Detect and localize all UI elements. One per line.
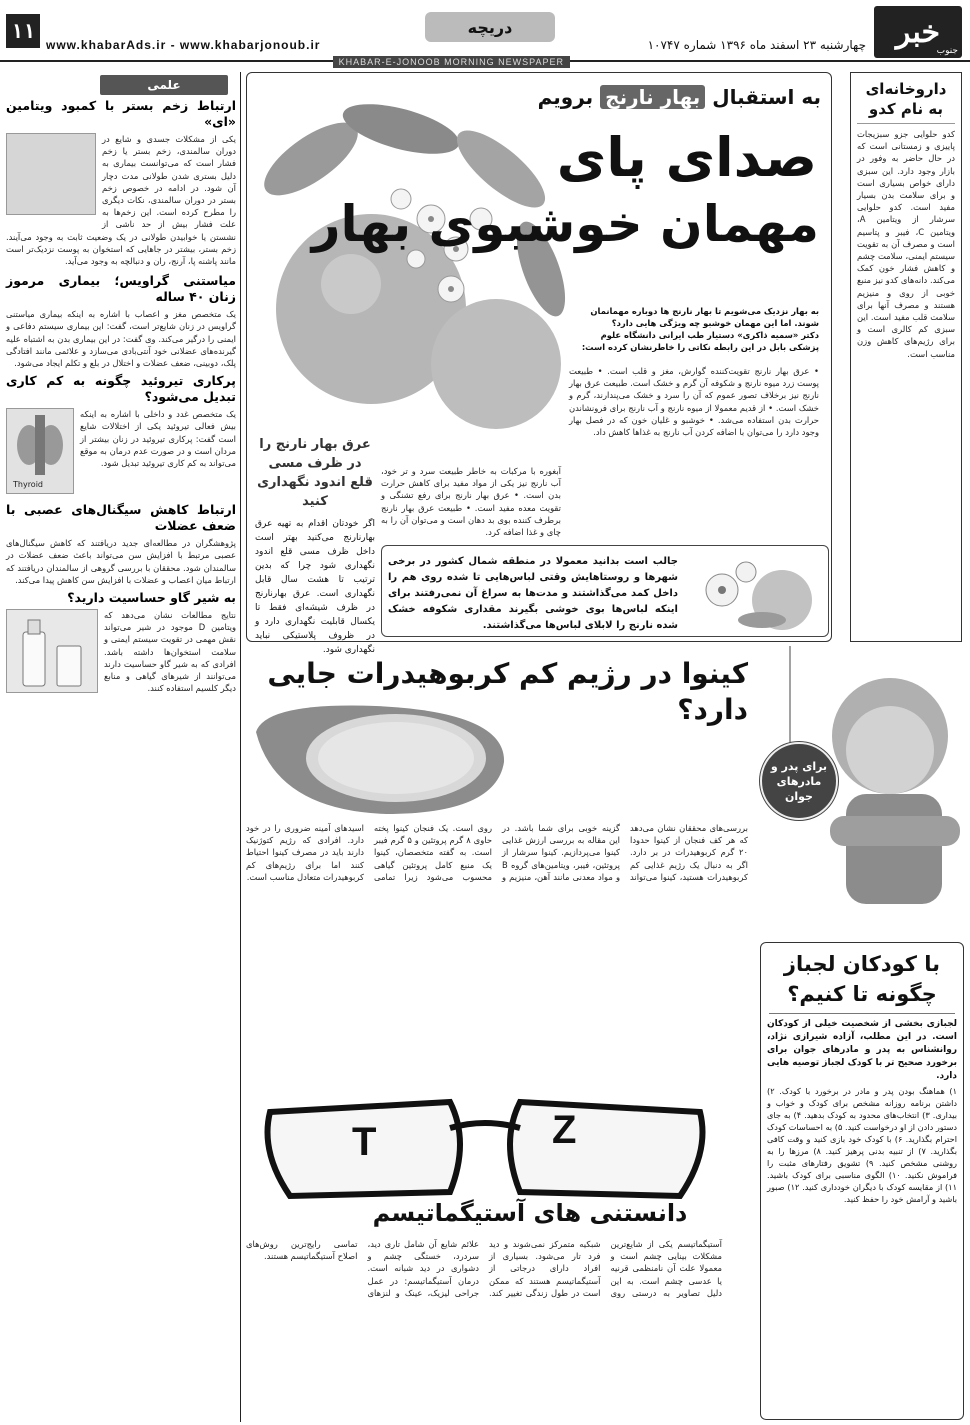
science-a3-title: پرکاری تیروئید چگونه به کم کاری تبدیل می‌شود؟ — [6, 373, 236, 405]
spring-body-right: • عرق بهار نارنج تقویت‌کننده گوارش، مغز و قلب است. • طبیعت پوست زرد میوه نارنج و شکوفه آن گرم و خشک است. طبیعت عرق بهار نارنج نیز برخلاف تصور عموم که آن را سرد و خشک می‌پندارند، گرم و خشک است. • از قدیم معمولا از میوه نارنج و آب نارنج برای فرونشاندن حرارت بدن استفاده می‌شد. • خوشبو و غلیان خون که در فصل بهار وجود دارد را می‌توان با اضافه کردن آب نارنج به غذاها کاهش داد. — [569, 366, 819, 438]
logo-sub: جنوب — [936, 46, 958, 56]
section-label-science: علمی — [100, 75, 228, 95]
spring-title-line2: مهمان خوشبوی بهار — [311, 195, 819, 253]
science-a4-body: پژوهشگران در مطالعه‌ای جدید دریافتند که کاهش سیگنال‌های عصبی مرتبط با افزایش سن می‌تواند باعث ضعف عضلات در سالمندان شود. محققان با بررسی گروهی از سالمندان دریافتند که ارتباط میان اعصاب و عضلات با افزایش سن کاهش پیدا می‌کند. — [6, 538, 236, 585]
spring-lead — [569, 305, 819, 353]
spring-kicker — [538, 85, 821, 109]
spring-feature — [246, 72, 832, 655]
spring-side-quote: عرق بهار نارنج را در ظرف مسی قلع اندود نگهداری کنید — [257, 437, 373, 509]
eye-chart-letter-z: Z — [552, 1108, 577, 1152]
kids-title: با کودکان لجباز چگونه تا کنیم؟ — [769, 943, 955, 1014]
kids-lead: لجبازی بخشی از شخصیت خیلی از کودکان است. در این مطلب، آزاده شیرازی نژاد، روانشناس به پدر و مادرهای جوان برای برخورد صحیح تر با کودک لجباز توصیه هایی دارد. — [767, 1019, 957, 1081]
site-url[interactable]: www.khabarAds.ir - www.khabarjonoub.ir — [46, 38, 321, 52]
kids-badge: برای پدر و مادرهای جوان — [760, 742, 838, 820]
science-column — [6, 72, 236, 1422]
spring-side-body: اگر خودتان اقدام به تهیه عرق بهارنارنج می‌کنید بهتر است داخل ظرف مسی قلع اندود نگهداری شود چرا که بدین ترتیب تا هشت سال قابل نگهداری است. عرق بهارنارنج در ظرف شیشه‌ای فقط تا یکسال قابلیت نگهداری دارد و در ظروف پلاستیکی نباید نگهداری شود. — [255, 519, 375, 655]
blossom-icon — [682, 550, 822, 634]
milk-image — [6, 609, 98, 693]
science-a5-title: به شیر گاو حساسیت دارید؟ — [67, 590, 236, 606]
issue-date: چهارشنبه ۲۳ اسفند ماه ۱۳۹۶ شماره ۱۰۷۴۷ — [647, 38, 866, 52]
spring-bottom-text: جالب است بدانید معمولا در منطقه شمال کشور در برخی شهرها و روستاهایش وقتی لباس‌هایی تا شده روی هم را داخل کمد می‌گذاشتند و مدت‌ها به سراغ آن نمی‌رفتند برای اینکه لباس‌ها بوی خوشی بگیرند مقداری شکوفه خشک شده نارنج را لابلای لباس‌ها می‌گذاشتند. — [388, 556, 678, 631]
spring-kicker-highlight: بهار نارنج — [600, 85, 705, 109]
column-divider — [240, 72, 241, 1422]
spring-side-callout — [255, 435, 375, 655]
astigmatism-body: آستیگماتیسم یکی از شایع‌ترین مشکلات بینایی چشم است و معمولا علت آن نامنظمی قرنیه یا عدسی چشم است. به این دلیل تصاویر به درستی روی شبکیه متمرکز نمی‌شوند و دید فرد تار می‌شود. بسیاری از افراد دارای درجاتی از آستیگماتیسم هستند که ممکن است در طول زندگی تغییر کند. علائم شایع آن شامل تاری دید، سردرد، خستگی چشم و دشواری در دید شبانه است. درمان آستیگماتیسم: در عمل جراحی لیزیک، عینک و لنزهای تماسی رایج‌ترین روش‌های اصلاح آستیگماتیسم هستند. — [246, 1239, 722, 1298]
newspaper-logo — [874, 6, 962, 58]
astigmatism-title: دانستنی های آستیگماتیسم — [372, 1199, 688, 1227]
spring-kicker-post: برویم — [537, 85, 594, 109]
spring-body-left: آبغوره با مرکبات به خاطر طبیعت سرد و تر خود، آب نارنج نیز یکی از مواد مفید برای کاهش حرارت بدن است. • عرق بهار نارنج برای رفع تشنگی و تقویت معده مفید است. • طبیعت عرق بهار نارنج برطرف کننده بوی بد دهان است و می‌توان آن را به چای و غذا اضافه کرد. — [381, 466, 561, 538]
science-a5-body: نتایج مطالعات نشان می‌دهد که ویتامین D موجود در شیر می‌تواند نقش مهمی در تقویت سیستم ایمنی و سلامت استخوان‌ها داشته باشد. افرادی که به شیر گاو حساسیت دارند می‌توانند از شیرهای گیاهی و منابع دیگر کلسیم استفاده کنند. — [104, 610, 236, 694]
spring-kicker-pre: به استقبال — [712, 85, 821, 109]
bandage-image — [6, 133, 96, 215]
kids-box — [760, 942, 964, 1420]
eyeglasses-image — [250, 1092, 720, 1202]
quinoa-title: کینوا در رژیم کم کربوهیدرات جایی دارد؟ — [267, 657, 748, 726]
kids-body: ۱) هماهنگ بودن پدر و مادر در برخورد با کودک. ۲) داشتن برنامه روزانه مشخص برای کودک و خواب و بیداری. ۳) انتخاب‌های محدود به کودک بدهید. ۴) به جای دستور دادن از او درخواست کنید. ۵) به احساسات کودک احترام بگذارید. ۶) با کودک خود بازی کنید و وقت کافی بگذارید. ۷) از تنبیه بدنی پرهیز کنید. ۸) مرزها را به روشنی مشخص کنید. ۹) تشویق رفتارهای مثبت را فراموش نکنید. ۱۰) الگوی مناسبی برای کودک باشید. ۱۱) از مقایسه کودک با دیگران خودداری کنید. ۱۲) صبور باشید و آرامش خود را حفظ کنید. — [766, 1086, 958, 1204]
eye-chart-letter-t: T — [352, 1120, 377, 1164]
pharmacy-box — [850, 72, 962, 642]
science-a3-body: یک متخصص غدد و داخلی با اشاره به اینکه بیش فعالی تیروئید یکی از اختلالات شایع است گفت: پرکاری تیروئید در زنان بیشتر از مردان است و در صورت عدم درمان به موقع می‌تواند به کم کاری تیروئید تبدیل شود. — [80, 409, 236, 469]
spring-bottom-box — [381, 545, 829, 637]
english-bar: KHABAR-E-JONOOB MORNING NEWSPAPER — [333, 56, 570, 68]
milk-bottle-icon — [7, 610, 97, 692]
science-a2-body: یک متخصص مغز و اعصاب با اشاره به اینکه بیماری میاستنی گراویس در زنان شایع‌تر است، گفت: این بیماری سیستم دفاعی و ایمنی را درگیر می‌کند. وی گفت: در این بیماری بدن به اشتباه علیه گیرنده‌های عضلانی خود آنتی‌بادی می‌سازد و علائمی مانند افتادگی پلک، دوبینی، ضعف عضلات و اختلال در بلع و تکلم ایجاد می‌شود. — [6, 309, 236, 369]
science-a2-title: میاستنی گراویس؛ بیماری مرموز زنان ۴۰ ساله — [6, 273, 236, 305]
page-number: ۱۱ — [6, 14, 40, 48]
spring-lead-text: به بهار نزدیک می‌شویم تا بهار نارنج ها دوباره مهمانمان شوند. اما این مهمان خوشبو چه ویژگی هایی دارد؟ — [590, 306, 819, 328]
masthead — [0, 0, 970, 67]
spring-title-line1: صدای پای — [556, 126, 817, 189]
logo-text: خبر — [895, 14, 941, 50]
orange-blossom-illustration — [251, 79, 581, 459]
thyroid-image — [6, 408, 74, 494]
thyroid-label: Thyroid — [13, 480, 43, 490]
section-tab: دریچه — [425, 12, 555, 42]
spring-byline: دکتر «سمیه ذاکری» دستیار طب ایرانی دانشگاه علوم پزشکی بابل در این رابطه نکاتی را خاطرنشان کرده است: — [581, 330, 819, 352]
pharmacy-title: داروخانه‌ای به نام کدو — [857, 73, 955, 124]
pharmacy-body: کدو حلوایی جزو سبزیجات پاییزی و زمستانی است که در حال حاضر به وفور در بازار وجود دارد. این سبزی دارای خواص بسیاری است و برای سلامت بدن بسیار مفید است. کدو حلوایی سرشار از ویتامین A، ویتامین C، فیبر و پتاسیم است و مصرف آن به تقویت سیستم ایمنی، سلامت چشم و کاهش فشار خون کمک می‌کند. دانه‌های کدو نیز منبع خوبی از روی و منیزیم هستند و مصرف آنها برای سلامت قلب مفید است. این سبزی کم کالری است و برای رژیم‌های کاهش وزن مناسب است. — [857, 129, 955, 359]
science-a1-title: ارتباط زخم بستر با کمبود ویتامین «ای» — [6, 98, 236, 129]
quinoa-body: بررسی‌های محققان نشان می‌دهد که هر کف فنجان از کینوا حدودا ۲۰ گرم کربوهیدرات در بر دارد. اگر به دنبال یک رژیم غذایی کم کربوهیدرات هستید، کینوا می‌تواند گزینه خوبی برای شما باشد. در این مقاله به بررسی ارزش غذایی کینوا می‌پردازیم. کینوا سرشار از پروتئین، فیبر، ویتامین‌های گروه B و مواد معدنی مانند آهن، منیزیم و روی است. یک فنجان کینوا پخته حاوی ۸ گرم پروتئین و ۵ گرم فیبر است. به گفته متخصصان، کینوا یک منبع کامل پروتئین گیاهی محسوب می‌شود زیرا تمامی اسیدهای آمینه ضروری را در خود دارد. افرادی که رژیم کتوژنیک دارند باید در مصرف کینوا احتیاط کنند اما برای رژیم‌های کم کربوهیدرات متعادل مناسب است. — [246, 823, 748, 882]
science-a4-title: ارتباط کاهش سیگنال‌های عصبی با ضعف عضلات — [6, 502, 236, 534]
thyroid-icon — [7, 409, 73, 479]
science-a1-body: یکی از مشکلات جسدی و شایع در دوران سالمندی، زخم بستر یا زخم فشار است که می‌توانست بیماری به دلیل بستری شدن طولانی مدت دچار آن شود. در ادامه در خصوص زخم بستر در دوران سالمندی، نکات دیگری را مطرح کرده است. این زخم‌ها به علت فشار بیش از حد ناشی از نشستن یا خوابیدن طولانی در یک وضعیت ثابت به وجود می‌آیند. زخم بستر، بیشتر در جاهایی که استخوان به پوست نزدیک‌تر است مانند پاشنه پا، آرنج، ران و دنبالچه به وجود می‌آید. — [6, 134, 236, 267]
